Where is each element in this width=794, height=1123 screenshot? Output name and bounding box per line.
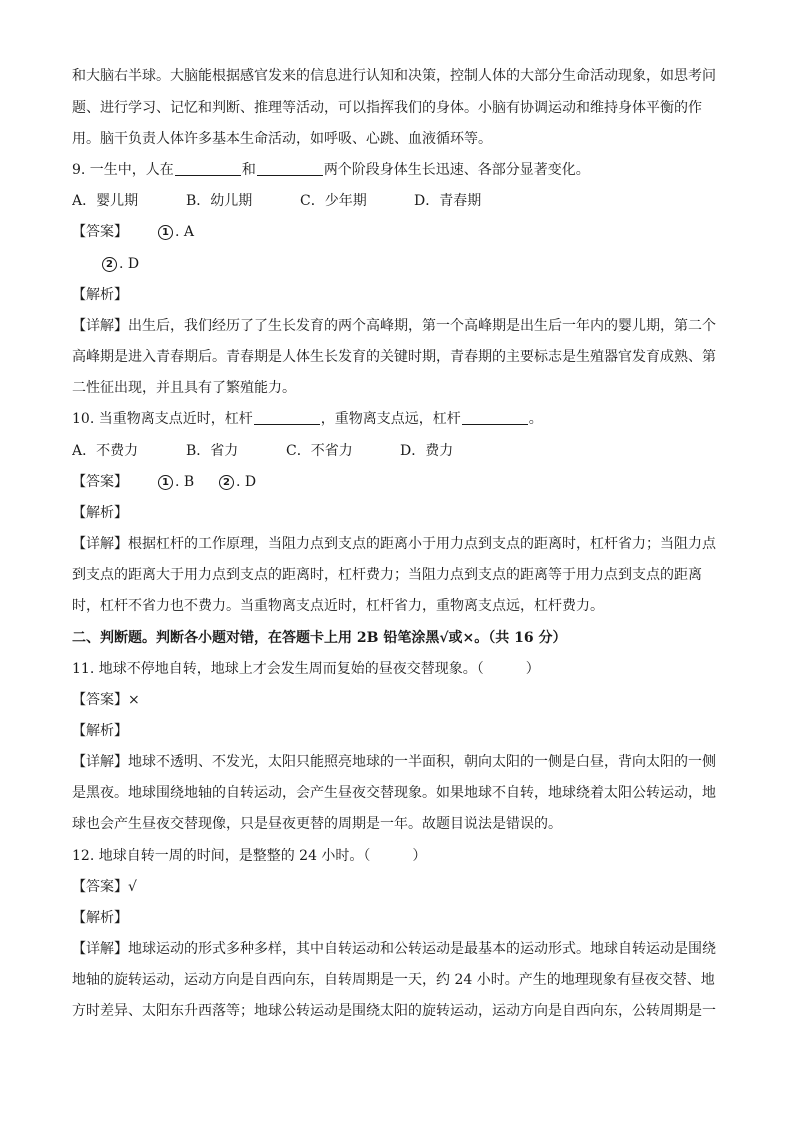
answer-blank-1 [254,410,320,425]
detail-line: 高峰期是进入青春期后。青春期是人体生长发育的关键时期，青春期的主要标志是生殖器官发育成熟、第 [72,349,716,365]
detail-line: 【详解】出生后，我们经历了了生长发育的两个高峰期，第一个高峰期是出生后一年内的婴儿期，第二个 [72,318,716,334]
question-10-answer [72,472,734,492]
answer-label: 【答案】 [72,224,128,240]
option-c: C．少年期 [300,193,367,209]
question-12-answer [72,877,734,897]
analysis-label: 【解析】 [72,723,128,739]
question-12-stem: 12. 地球自转一周的时间，是整整的 24 小时。（ ） [72,848,427,864]
detail-line: 【详解】根据杠杆的工作原理，当阻力点到支点的距离小于用力点到支点的距离时，杠杆省力；当阻力点 [72,536,716,552]
circled-number-icon: 2 [219,475,234,490]
stem-suffix: 。 [528,411,543,427]
circled-number-icon: 2 [102,257,117,272]
question-9-options [72,191,734,211]
answer-value: . A [175,224,195,240]
answer-label: 【答案】 [72,474,128,490]
detail-line: 地轴的旋转运动，运动方向是自西向东，自转周期是一天，约 24 小时。产生的地理现象有昼夜交替、地 [72,972,715,988]
stem-suffix: 两个阶段身体生长迅速、各部分显著变化。 [323,162,590,178]
circled-number-icon: 1 [158,225,173,240]
stem-prefix: 9. 一生中，人在 [72,162,174,178]
answer-label: 【答案】 [72,879,128,895]
section-heading: 二、判断题。判断各小题对错，在答题卡上用 2B 铅笔涂黑√或×。（共 16 分） [72,630,567,646]
question-9-stem [72,160,734,180]
stem-prefix: 10. 当重物离支点近时，杠杆 [72,411,253,427]
detail-line: 【详解】地球运动的形式多种多样，其中自转运动和公转运动是最基本的运动形式。地球自转运动是围绕 [72,941,716,957]
detail-line: 方时差异、太阳东升西落等；地球公转运动是围绕太阳的旋转运动，运动方向是自西向东，公转周期是一 [72,1003,716,1019]
answer-value: . D [119,256,140,272]
option-b: B．幼儿期 [186,193,253,209]
answer-value: × [128,692,140,708]
question-11-answer [72,690,734,710]
text-line: 用。脑干负责人体许多基本生命活动，如呼吸、心跳、血液循环等。 [72,131,492,147]
option-c: C．不省力 [286,443,353,459]
option-d: D．青春期 [414,193,482,209]
detail-line: 是黑夜。地球围绕地轴的自转运动，会产生昼夜交替现象。如果地球不自转，地球绕着太阳公转运动，地 [72,785,716,801]
question-9-answer-2 [102,254,734,274]
answer-label: 【答案】 [72,692,128,708]
question-9-answer [72,222,734,242]
option-d: D．费力 [400,443,454,459]
option-b: B．省力 [186,443,239,459]
circled-number-icon: 1 [158,475,173,490]
stem-mid: 和 [241,162,256,178]
option-a: A．婴儿期 [72,193,139,209]
option-a: A．不费力 [72,443,139,459]
answer-blank-2 [462,410,528,425]
analysis-label: 【解析】 [72,287,128,303]
answer-value: . D [236,474,257,490]
answer-blank-1 [175,161,241,176]
detail-line: 时，杠杆不省力也不费力。当重物离支点近时，杠杆省力，重物离支点远，杠杆费力。 [72,598,604,614]
question-10-options [72,441,734,461]
detail-line: 球也会产生昼夜交替现像，只是昼夜更替的周期是一年。故题目说法是错误的。 [72,816,562,832]
analysis-label: 【解析】 [72,910,128,926]
answer-value: . B [175,474,195,490]
answer-value: √ [128,879,137,895]
text-line: 题、进行学习、记忆和判断、推理等活动，可以指挥我们的身体。小脑有协调运动和维持身体平衡的作 [72,100,702,116]
question-10-stem [72,409,734,429]
detail-line: 二性征出现，并且具有了繁殖能力。 [72,380,296,396]
analysis-label: 【解析】 [72,505,128,521]
question-11-stem: 11. 地球不停地自转，地球上才会发生周而复始的昼夜交替现象。（ ） [72,661,540,677]
answer-blank-2 [257,161,323,176]
stem-mid: ，重物离支点远，杠杆 [320,411,461,427]
detail-line: 【详解】地球不透明、不发光，太阳只能照亮地球的一半面积，朝向太阳的一侧是白昼，背向太阳的一侧 [72,754,716,770]
text-line: 和大脑右半球。大脑能根据感官发来的信息进行认知和决策，控制人体的大部分生命活动现象，如思考问 [72,68,716,84]
detail-line: 到支点的距离大于用力点到支点的距离时，杠杆费力；当阻力点到支点的距离等于用力点到支点的距离 [72,567,702,583]
